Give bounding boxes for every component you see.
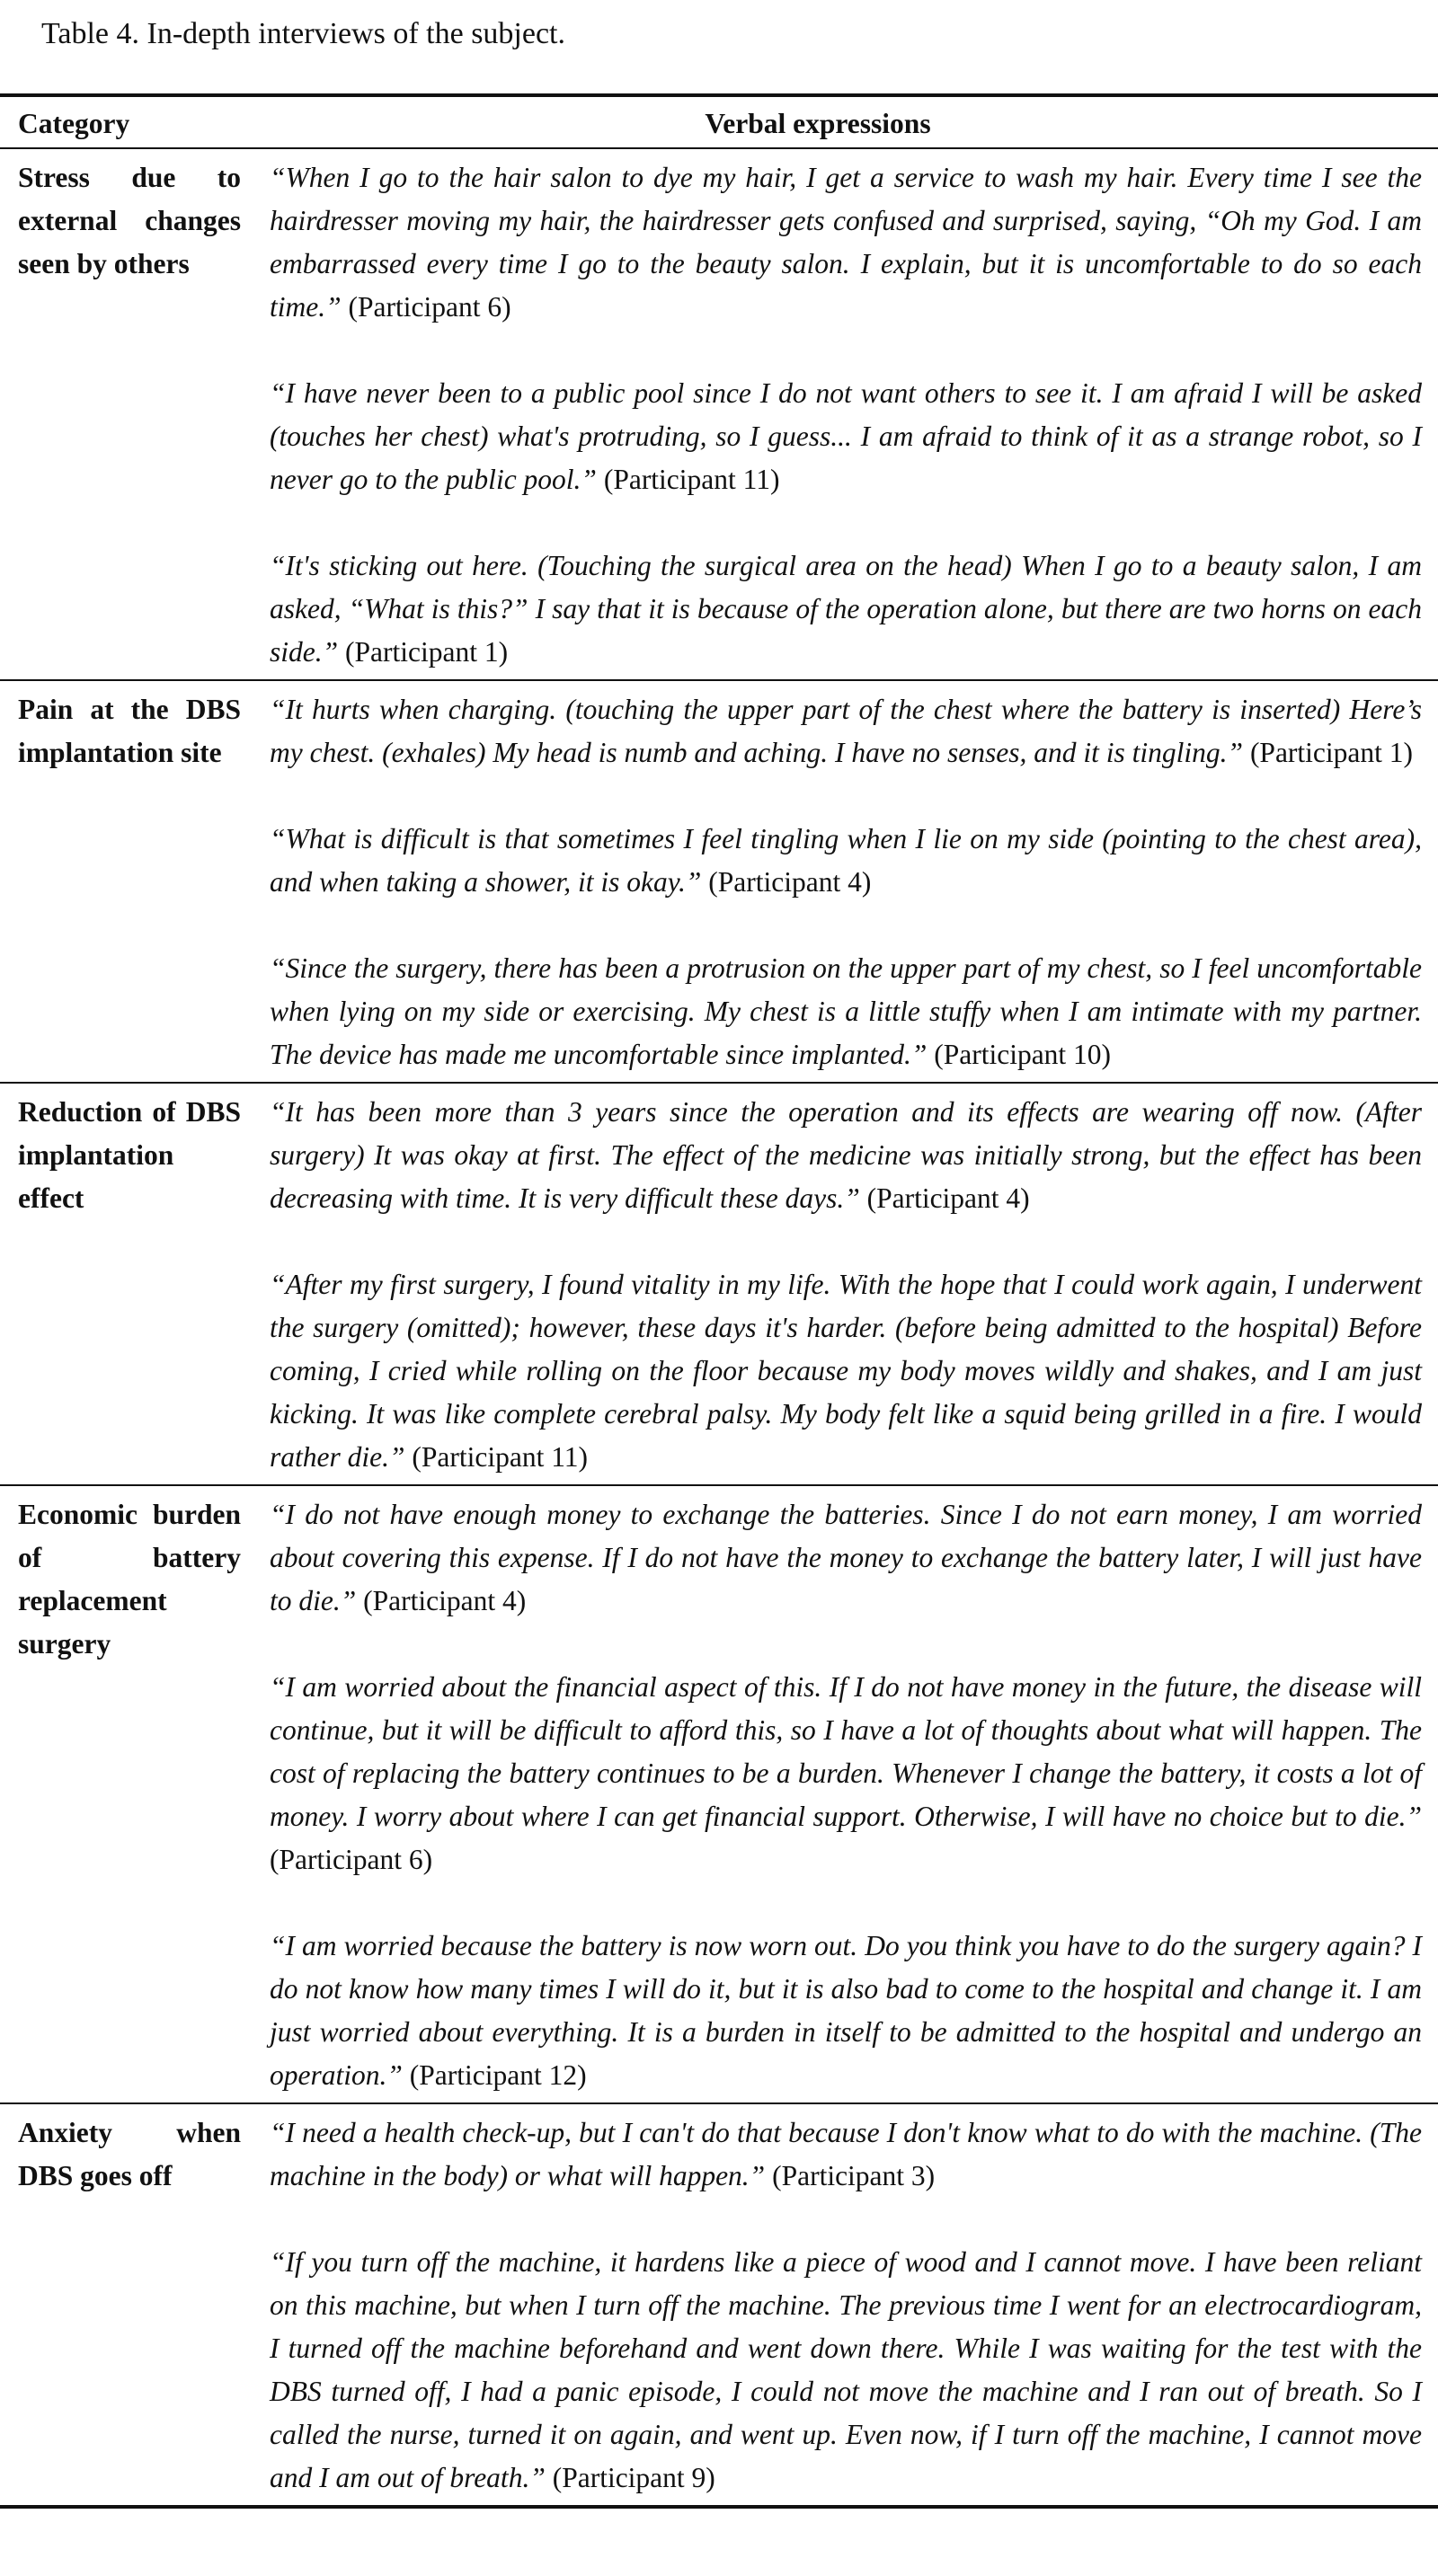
quote-paragraph	[270, 156, 1422, 329]
header-verbal-expressions: Verbal expressions	[705, 108, 931, 139]
interviews-table	[0, 93, 1438, 2509]
participant-label: (Participant 11)	[603, 464, 780, 495]
quote-text: “Since the surgery, there has been a protrusion on the upper part of my chest, so I feel uncomfortable when lying on my side or exercising. My chest is a little stuffy when I am intimate with my partner. The device has made me uncomfortable since implanted.”	[270, 952, 1422, 1070]
quote-paragraph	[270, 1493, 1422, 1623]
table-caption: Table 4. In-depth interviews of the subject.	[41, 17, 565, 50]
quote-text: “I have never been to a public pool since I do not want others to see it. I am afraid I will be asked (touches her chest) what's protruding, so I guess... I am afraid to think of it as a strange robot, so I never go to the public pool.”	[270, 377, 1422, 495]
quote-text: “I do not have enough money to exchange the batteries. Since I do not earn money, I am worried about covering this expense. If I do not have the money to exchange the battery later, I will just have to die.”	[270, 1499, 1422, 1616]
verbal-expressions-cell	[252, 680, 1438, 1083]
quote-paragraph	[270, 1263, 1422, 1479]
category-cell: Anxiety when DBS goes off	[18, 2117, 241, 2191]
category-cell: Reduction of DBS implantation effect	[18, 1096, 241, 1214]
quote-text: “What is difficult is that sometimes I feel tingling when I lie on my side (pointing to the chest area), and when taking a shower, it is okay.”	[270, 823, 1422, 898]
table-row	[0, 1485, 1438, 2103]
participant-label: (Participant 10)	[934, 1039, 1112, 1070]
table-row	[0, 680, 1438, 1083]
participant-label: (Participant 6)	[348, 291, 511, 323]
quote-text: “I am worried because the battery is now worn out. Do you think you have to do the surgery again? I do not know how many times I will do it, but it is also bad to come to the hospital and change it. I am just worried about everything. It is a burden in itself to be admitted to the hospital and undergo an operation.”	[270, 1930, 1422, 2091]
quote-paragraph	[270, 1666, 1422, 1881]
category-cell: Economic burden of battery replacement surgery	[18, 1499, 241, 1660]
table-row	[0, 2103, 1438, 2507]
quote-paragraph	[270, 372, 1422, 501]
participant-label: (Participant 1)	[1249, 737, 1414, 768]
quote-text: “After my first surgery, I found vitality in my life. With the hope that I could work again, I underwent the surgery (omitted); however, these days it's harder. (before being admitted to the hospital) Before coming, I cried while rolling on the floor because my body moves wildly and shakes, and I am just kicking. It was like complete cerebral palsy. My body felt like a squid being grilled in a fire. I would rather die.”	[270, 1269, 1422, 1473]
participant-label: (Participant 4)	[708, 866, 872, 898]
category-cell: Pain at the DBS implantation site	[18, 694, 241, 768]
quote-text: “It has been more than 3 years since the operation and its effects are wearing off now. (After surgery) It was okay at first. The effect of the medicine was initially strong, but the effect has been decreasing with time. It is very difficult these days.”	[270, 1096, 1422, 1214]
quote-paragraph	[270, 2241, 1422, 2500]
quote-text: “If you turn off the machine, it hardens like a piece of wood and I cannot move. I have been reliant on this machine, but when I turn off the machine. The previous time I went for an electrocardiogram, I turned off the machine beforehand and went down there. While I was waiting for the test with the DBS turned off, I had a panic episode, I could not move the machine and I ran out of breath. So I called the nurse, turned it on again, and went up. Even now, if I turn off the machine, I cannot move and I am out of breath.”	[270, 2246, 1422, 2493]
verbal-expressions-cell	[252, 2103, 1438, 2507]
quote-paragraph	[270, 818, 1422, 904]
quote-text: “It hurts when charging. (touching the upper part of the chest where the battery is inserted) Here’s my chest. (exhales) My head is numb and aching. I have no senses, and it is tingling.”	[270, 694, 1422, 768]
quote-paragraph	[270, 544, 1422, 674]
quote-paragraph	[270, 947, 1422, 1076]
verbal-expressions-cell	[252, 1083, 1438, 1485]
participant-label: (Participant 3)	[772, 2160, 936, 2191]
quote-text: “I need a health check-up, but I can't do that because I don't know what to do with the machine. (The machine in the body) or what will happen.”	[270, 2117, 1422, 2191]
participant-label: (Participant 4)	[866, 1182, 1030, 1214]
participant-label: (Participant 11)	[412, 1441, 589, 1473]
quote-text: “I am worried about the financial aspect of this. If I do not have money in the future, the disease will continue, but it will be difficult to afford this, so I have a lot of thoughts about what will happen. The cost of replacing the battery continues to be a burden. Whenever I change the battery, it costs a lot of money. I worry about where I can get financial support. Otherwise, I will have no choice but to die.”	[270, 1671, 1422, 1832]
header-category: Category	[18, 108, 130, 139]
quote-paragraph	[270, 1091, 1422, 1220]
quote-paragraph	[270, 688, 1422, 775]
header-row	[0, 95, 1438, 148]
participant-label: (Participant 9)	[552, 2462, 715, 2493]
quote-paragraph	[270, 1925, 1422, 2097]
table-body	[0, 148, 1438, 2507]
participant-label: (Participant 6)	[270, 1844, 433, 1875]
verbal-expressions-cell	[252, 1485, 1438, 2103]
quote-paragraph	[270, 2111, 1422, 2198]
category-cell: Stress due to external changes seen by others	[18, 162, 241, 279]
participant-label: (Participant 12)	[409, 2059, 587, 2091]
quote-text: “It's sticking out here. (Touching the surgical area on the head) When I go to a beauty salon, I am asked, “What is this?” I say that it is because of the operation alone, but there are two horns on each side.”	[270, 550, 1422, 668]
quote-text: “When I go to the hair salon to dye my hair, I get a service to wash my hair. Every time I see the hairdresser moving my hair, the hairdresser gets confused and surprised, saying, “Oh my God. I am embarrassed every time I go to the beauty salon. I explain, but it is uncomfortable to do so each time.”	[270, 162, 1422, 323]
verbal-expressions-cell	[252, 148, 1438, 680]
participant-label: (Participant 4)	[363, 1585, 527, 1616]
table-row	[0, 1083, 1438, 1485]
table-row	[0, 148, 1438, 680]
table-header	[0, 95, 1438, 148]
participant-label: (Participant 1)	[345, 636, 509, 668]
